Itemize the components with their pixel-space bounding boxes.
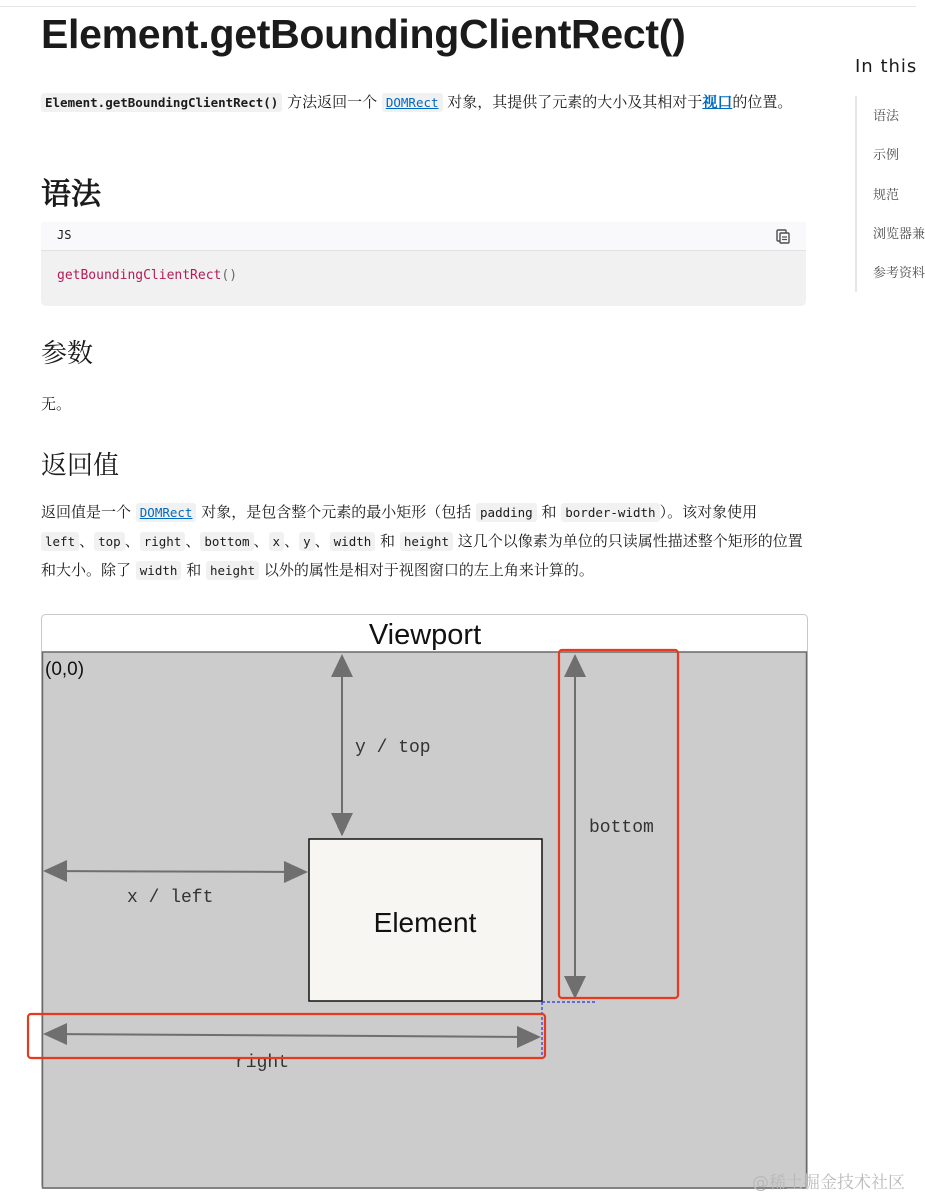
table-of-contents xyxy=(855,96,925,292)
copy-icon[interactable] xyxy=(774,227,792,245)
domrect-link[interactable]: DOMRect xyxy=(382,93,443,112)
toc-item-syntax[interactable]: 语法 xyxy=(873,109,900,124)
page-title: Element.getBoundingClientRect() xyxy=(41,11,686,57)
code-right: right xyxy=(140,532,186,551)
return-value-paragraph xyxy=(41,498,811,585)
rv-sep: 、 xyxy=(124,532,140,550)
right-label: right xyxy=(235,1053,290,1073)
element-label: Element xyxy=(373,907,477,938)
intro-paragraph xyxy=(41,88,811,117)
code-bottom: bottom xyxy=(200,532,253,551)
intro-text-1: 方法返回一个 xyxy=(282,93,382,111)
x-left-label: x / left xyxy=(127,888,214,908)
syntax-heading: 语法 xyxy=(41,177,101,212)
viewport-label: Viewport xyxy=(368,619,482,651)
code-left: left xyxy=(41,532,79,551)
rv-text: 和 xyxy=(181,561,206,579)
toc-item-see-also[interactable]: 参考资料 xyxy=(873,266,925,281)
params-heading: 参数 xyxy=(41,339,94,369)
code-function-name: getBoundingClientRect xyxy=(57,268,222,283)
rv-text: 和 xyxy=(375,532,400,550)
toc-item-browser-compat[interactable]: 浏览器兼 xyxy=(873,227,925,242)
code-parens: () xyxy=(221,268,238,283)
rv-text: 和 xyxy=(536,503,562,521)
rv-sep: 、 xyxy=(314,532,330,550)
code-height: height xyxy=(206,561,259,580)
return-value-heading: 返回值 xyxy=(41,451,120,481)
code-y: y xyxy=(299,532,315,551)
intro-text-3: 的位置。 xyxy=(732,93,793,111)
code-top: top xyxy=(94,532,125,551)
code-x: x xyxy=(269,532,285,551)
code-height: height xyxy=(400,532,453,551)
code-border-width: border-width xyxy=(561,503,659,522)
rv-text: 对象，是包含整个元素的最小矩形（包括 xyxy=(196,503,477,521)
y-top-label: y / top xyxy=(355,738,431,758)
rv-text: 这几个以像素为单位的只读属性描述整个矩形的位置和大小。除了 xyxy=(41,532,803,579)
rv-sep: 、 xyxy=(79,532,95,550)
rv-sep: 、 xyxy=(284,532,300,550)
viewport-link[interactable]: 视口 xyxy=(702,93,733,111)
code-width: width xyxy=(136,561,182,580)
rv-text: 返回值是一个 xyxy=(41,503,136,521)
syntax-code-block xyxy=(41,222,806,306)
rv-text: 以外的属性是相对于视图窗口的左上角来计算的。 xyxy=(259,561,594,579)
intro-text-2: 对象，其提供了元素的大小及其相对于 xyxy=(442,93,703,111)
rv-sep: 、 xyxy=(253,532,269,550)
rv-text: ）。该对象使用 xyxy=(659,503,758,521)
bottom-label: bottom xyxy=(589,818,654,838)
code-language-label: JS xyxy=(57,228,72,242)
toc-title: In this xyxy=(855,56,918,77)
code-line xyxy=(57,268,237,283)
origin-label: (0,0) xyxy=(45,659,85,680)
code-block-header xyxy=(41,222,806,251)
x-left-arrow xyxy=(45,871,306,872)
toc-item-specifications[interactable]: 规范 xyxy=(873,188,900,203)
code-padding: padding xyxy=(476,503,537,522)
code-width: width xyxy=(330,532,376,551)
bounding-rect-diagram xyxy=(41,614,809,1189)
intro-method-code: Element.getBoundingClientRect() xyxy=(41,93,282,112)
rv-sep: 、 xyxy=(185,532,201,550)
watermark: @稀土掘金技术社区 xyxy=(752,1173,905,1193)
toc-item-examples[interactable]: 示例 xyxy=(873,148,900,163)
domrect-link[interactable]: DOMRect xyxy=(136,503,197,522)
params-text: 无。 xyxy=(41,395,72,413)
